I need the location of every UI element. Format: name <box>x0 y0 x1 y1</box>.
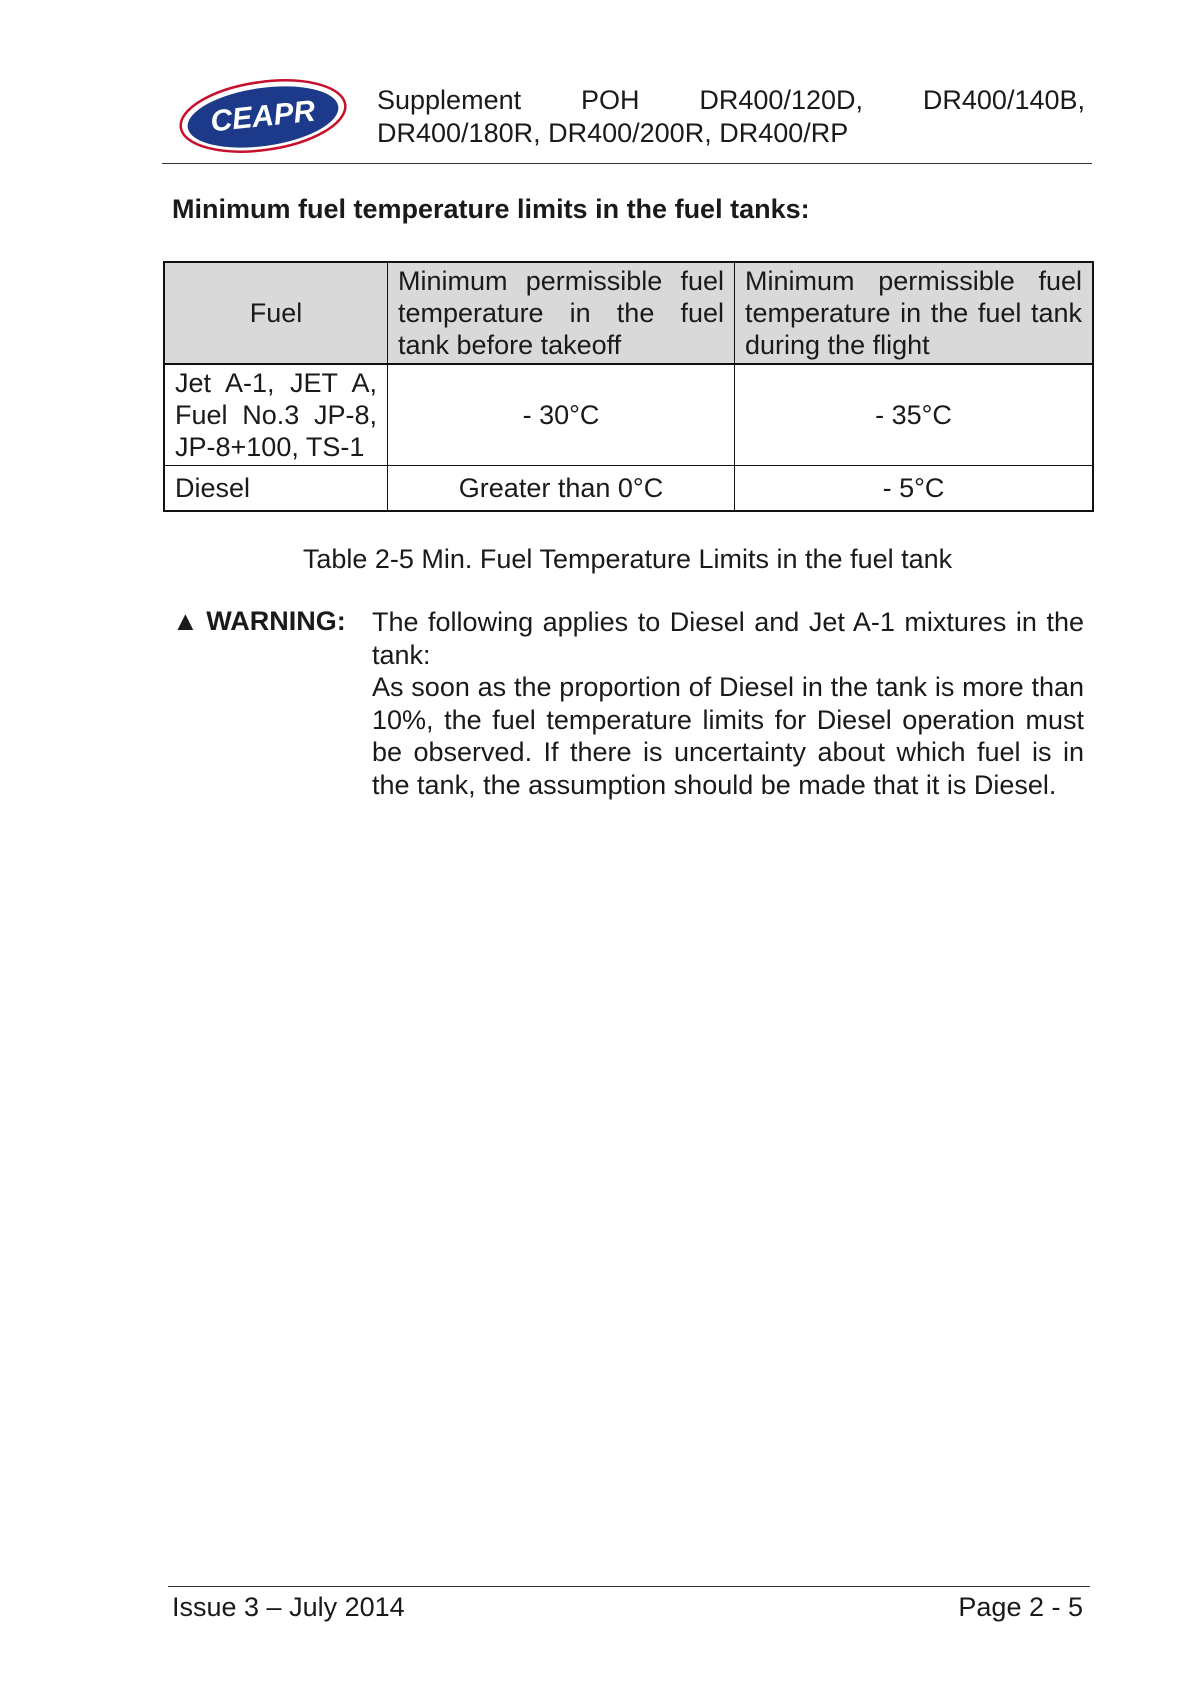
fuel-temperature-table <box>163 261 1094 512</box>
page-number: Page 2 - 5 <box>958 1592 1083 1622</box>
ceapr-logo <box>178 78 348 154</box>
title-line-1: Supplement POH DR400/120D, DR400/140B, <box>377 85 1085 115</box>
table-row <box>164 364 1093 466</box>
cell-during-flight: - 35°C <box>735 364 1094 466</box>
cell-fuel: Diesel <box>164 466 388 512</box>
page-header <box>162 70 1092 164</box>
warning-triangle-icon: ▲ <box>172 606 199 636</box>
cell-during-flight: - 5°C <box>735 466 1094 512</box>
document-title <box>377 84 1085 150</box>
section-heading: Minimum fuel temperature limits in the fuel tanks: <box>172 194 810 224</box>
header-before-takeoff: Minimum permissible fuel temperature in the fuel tank before takeoff <box>388 262 735 364</box>
table-row <box>164 466 1093 512</box>
issue-date: Issue 3 – July 2014 <box>172 1592 405 1622</box>
warning-paragraph-1: The following applies to Diesel and Jet A-1 mixtures in the tank: <box>372 607 1084 670</box>
cell-fuel: Jet A-1, JET A, Fuel No.3 JP-8, JP-8+100, TS-1 <box>164 364 388 466</box>
svg-text:CEAPR: CEAPR <box>208 94 317 139</box>
header-during-flight: Minimum permissible fuel temperature in the fuel tank during the flight <box>735 262 1094 364</box>
header-divider <box>162 163 1092 164</box>
warning-label-text: WARNING: <box>206 606 346 636</box>
warning-paragraph-2: As soon as the proportion of Diesel in the tank is more than 10%, the fuel temperature limits for Diesel operation must be observed. If there is uncertainty about which fuel is in the tank, the assumption should be made that it is Diesel. <box>372 672 1084 800</box>
header-fuel: Fuel <box>164 262 388 364</box>
warning-label <box>172 606 346 637</box>
cell-before-takeoff: - 30°C <box>388 364 735 466</box>
title-line-2: DR400/180R, DR400/200R, DR400/RP <box>377 118 849 148</box>
cell-before-takeoff: Greater than 0°C <box>388 466 735 512</box>
warning-text <box>372 606 1084 801</box>
table-header-row <box>164 262 1093 364</box>
table-caption: Table 2-5 Min. Fuel Temperature Limits in the fuel tank <box>302 544 953 574</box>
footer-divider <box>168 1586 1090 1587</box>
